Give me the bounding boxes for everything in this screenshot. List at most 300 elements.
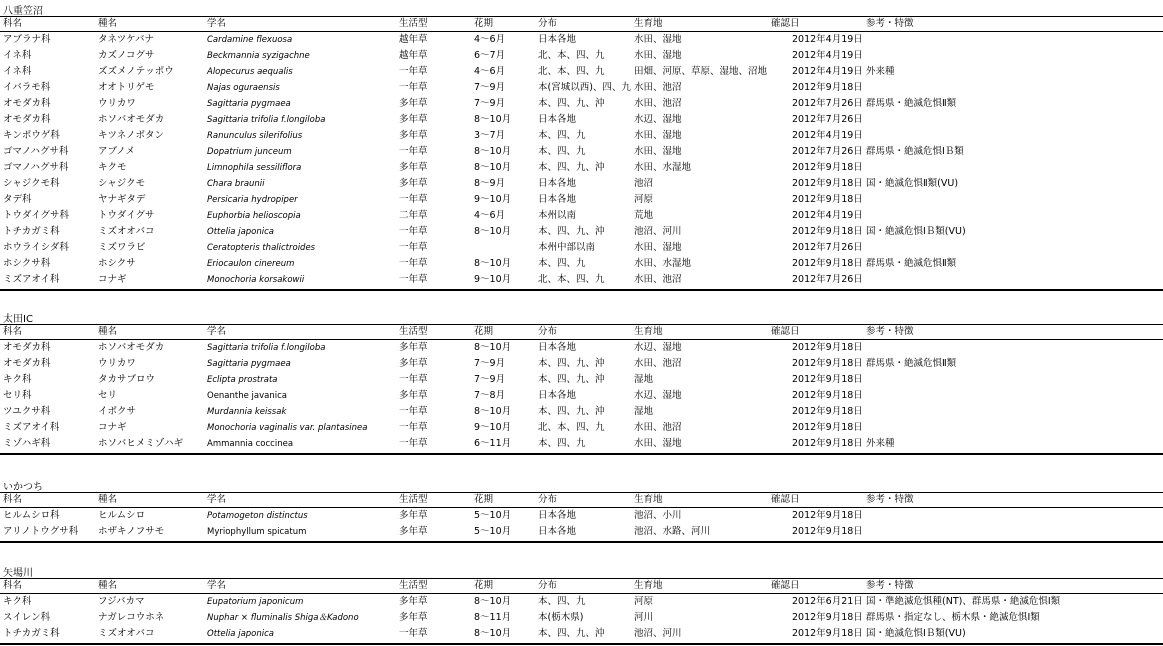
flowering-period-cell: 8〜10月: [474, 114, 512, 125]
life-form-cell: 一年草: [399, 66, 428, 77]
header-scientific-name: 学名: [207, 326, 227, 337]
flowering-period-cell: 4〜6月: [474, 66, 506, 77]
confirmed-date-cell: 2012年9月18日: [792, 510, 863, 521]
table-row: [0, 240, 1163, 256]
life-form-cell: 一年草: [399, 274, 428, 285]
confirmed-date-cell: 2012年9月18日: [792, 358, 863, 369]
confirmed-date-cell: 2012年9月18日: [792, 390, 863, 401]
table-row: [0, 256, 1163, 272]
flowering-period-cell: 4〜6月: [474, 210, 506, 221]
species-cell: ホソバヒメミゾハギ: [98, 438, 184, 449]
confirmed-date-cell: 2012年9月18日: [792, 628, 863, 639]
life-form-cell: 一年草: [399, 438, 428, 449]
distribution-cell: 本(宮城以西)、四、九: [538, 82, 631, 93]
habitat-cell: 水田、池沼: [634, 358, 682, 369]
note-cell: 外来種: [866, 66, 895, 77]
life-form-cell: 多年草: [399, 98, 428, 109]
species-cell: ホソバオモダカ: [98, 114, 165, 125]
confirmed-date-cell: 2012年7月26日: [792, 98, 863, 109]
flowering-period-cell: 7〜9月: [474, 358, 506, 369]
species-cell: ヤナギタデ: [98, 194, 146, 205]
family-cell: ミゾハギ科: [3, 438, 51, 449]
scientific-name-cell: Ottelia japonica: [207, 227, 275, 237]
scientific-name-cell: Eriocaulon cinereum: [207, 259, 295, 269]
family-cell: ミズアオイ科: [3, 274, 60, 285]
flowering-period-cell: 8〜10月: [474, 258, 512, 269]
species-cell: トウダイグサ: [98, 210, 155, 221]
header-confirmed-date: 確認日: [771, 494, 800, 505]
header-species: 種名: [98, 326, 118, 337]
habitat-cell: 水辺、湿地: [634, 114, 682, 125]
table-row: [0, 388, 1163, 404]
habitat-cell: 水田、湿地: [634, 50, 682, 61]
life-form-cell: 一年草: [399, 374, 428, 385]
flowering-period-cell: 8〜10月: [474, 162, 512, 173]
life-form-cell: 多年草: [399, 342, 428, 353]
table-row: [0, 112, 1163, 128]
distribution-cell: 本(栃木県): [538, 612, 584, 623]
header-life-form: 生活型: [399, 580, 428, 591]
flowering-period-cell: 3〜7月: [474, 130, 506, 141]
distribution-cell: 本、四、九、沖: [538, 98, 605, 109]
family-cell: アリノトウグサ科: [3, 526, 79, 537]
species-cell: タネツケバナ: [98, 34, 155, 45]
distribution-cell: 本州以南: [538, 210, 577, 221]
distribution-cell: 本、四、九: [538, 258, 586, 269]
family-cell: オモダカ科: [3, 98, 51, 109]
header-species: 種名: [98, 18, 118, 29]
flowering-period-cell: 8〜10月: [474, 628, 512, 639]
confirmed-date-cell: 2012年7月26日: [792, 114, 863, 125]
family-cell: ヒルムシロ科: [3, 510, 60, 521]
species-cell: シャジクモ: [98, 178, 146, 189]
scientific-name-cell: Sagittaria pygmaea: [207, 99, 291, 109]
life-form-cell: 一年草: [399, 406, 428, 417]
species-cell: ズズメノテッポウ: [98, 66, 174, 77]
table-row: [0, 128, 1163, 144]
header-top-rule: [0, 492, 1163, 493]
table-row: [0, 436, 1163, 452]
species-cell: オオトリゲモ: [98, 82, 155, 93]
distribution-cell: 日本各地: [538, 34, 577, 45]
scientific-name-cell: Murdannia keissak: [207, 407, 287, 417]
scientific-name-cell: Eupatorium japonicum: [207, 597, 304, 607]
confirmed-date-cell: 2012年9月18日: [792, 422, 863, 433]
header-habitat: 生育地: [634, 580, 663, 591]
section-title: 太田IC: [3, 314, 33, 325]
section-end-rule: [0, 453, 1163, 455]
species-cell: コナギ: [98, 274, 127, 285]
header-flowering-period: 花期: [474, 494, 494, 505]
note-cell: 国・絶滅危惧ⅠＢ類(VU): [866, 628, 966, 639]
scientific-name-cell: Sagittaria pygmaea: [207, 359, 291, 369]
header-flowering-period: 花期: [474, 580, 494, 591]
confirmed-date-cell: 2012年4月19日: [792, 66, 863, 77]
family-cell: イバラモ科: [3, 82, 51, 93]
habitat-cell: 水田、池沼: [634, 422, 682, 433]
header-distribution: 分布: [538, 494, 558, 505]
header-species: 種名: [98, 494, 118, 505]
header-distribution: 分布: [538, 18, 558, 29]
habitat-cell: 水田、湿地: [634, 438, 682, 449]
species-cell: ウリカワ: [98, 98, 136, 109]
scientific-name-cell: Monochoria korsakowii: [207, 275, 305, 285]
header-habitat: 生育地: [634, 494, 663, 505]
life-form-cell: 多年草: [399, 612, 428, 623]
table-row: [0, 610, 1163, 626]
species-cell: ミズワラビ: [98, 242, 146, 253]
habitat-cell: 池沼、小川: [634, 510, 682, 521]
life-form-cell: 多年草: [399, 162, 428, 173]
scientific-name-cell: Ceratopteris thalictroides: [207, 243, 316, 253]
species-cell: セリ: [98, 390, 118, 401]
species-cell: ウリカワ: [98, 358, 136, 369]
note-cell: 群馬県・絶滅危惧Ⅱ類: [866, 358, 957, 369]
distribution-cell: 日本各地: [538, 342, 577, 353]
flowering-period-cell: 8〜10月: [474, 146, 512, 157]
habitat-cell: 水田、水湿地: [634, 162, 692, 173]
family-cell: オモダカ科: [3, 358, 51, 369]
section-title: 八重笠沼: [3, 6, 43, 17]
flowering-period-cell: 8〜9月: [474, 178, 506, 189]
scientific-name-cell: Nuphar × fluminalis Shiga＆Kadono: [207, 613, 359, 623]
table-row: [0, 144, 1163, 160]
table-row: [0, 192, 1163, 208]
species-cell: コナギ: [98, 422, 127, 433]
header-scientific-name: 学名: [207, 18, 227, 29]
table-row: [0, 48, 1163, 64]
flowering-period-cell: 5〜10月: [474, 526, 512, 537]
header-life-form: 生活型: [399, 326, 428, 337]
scientific-name-cell: Potamogeton distinctus: [207, 511, 308, 521]
species-cell: アブノメ: [98, 146, 135, 157]
table-row: [0, 208, 1163, 224]
header-notes: 参考・特徴: [866, 326, 914, 337]
table-row: [0, 272, 1163, 288]
note-cell: 国・準絶滅危惧種(NT)、群馬県・絶滅危惧Ⅰ類: [866, 596, 1061, 607]
table-row: [0, 356, 1163, 372]
family-cell: スイレン科: [3, 612, 51, 623]
table-row: [0, 176, 1163, 192]
life-form-cell: 多年草: [399, 526, 428, 537]
header-family: 科名: [3, 326, 23, 337]
life-form-cell: 越年草: [399, 34, 428, 45]
confirmed-date-cell: 2012年4月19日: [792, 50, 863, 61]
confirmed-date-cell: 2012年9月18日: [792, 162, 863, 173]
habitat-cell: 荒地: [634, 210, 654, 221]
distribution-cell: 本、四、九: [538, 596, 586, 607]
flowering-period-cell: 8〜10月: [474, 406, 512, 417]
species-cell: ナガレコウホネ: [98, 612, 165, 623]
scientific-name-cell: Oenanthe javanica: [207, 391, 287, 401]
species-cell: ホソバオモダカ: [98, 342, 165, 353]
header-distribution: 分布: [538, 326, 558, 337]
table-row: [0, 594, 1163, 610]
life-form-cell: 多年草: [399, 390, 428, 401]
scientific-name-cell: Ranunculus silerifolius: [207, 131, 303, 141]
distribution-cell: 日本各地: [538, 114, 577, 125]
scientific-name-cell: Dopatrium junceum: [207, 147, 292, 157]
header-flowering-period: 花期: [474, 326, 494, 337]
flowering-period-cell: 8〜11月: [474, 612, 512, 623]
confirmed-date-cell: 2012年9月18日: [792, 406, 863, 417]
note-cell: 群馬県・絶滅危惧Ⅱ類: [866, 98, 957, 109]
section-end-rule: [0, 541, 1163, 543]
habitat-cell: 水田、池沼: [634, 98, 682, 109]
scientific-name-cell: Najas oguraensis: [207, 83, 280, 93]
note-cell: 外来種: [866, 438, 895, 449]
flowering-period-cell: 6〜7月: [474, 50, 506, 61]
confirmed-date-cell: 2012年9月18日: [792, 374, 863, 385]
flowering-period-cell: 7〜8月: [474, 390, 506, 401]
flowering-period-cell: 9〜10月: [474, 194, 512, 205]
species-cell: ホシクサ: [98, 258, 136, 269]
life-form-cell: 多年草: [399, 130, 428, 141]
table-row: [0, 508, 1163, 524]
life-form-cell: 一年草: [399, 82, 428, 93]
scientific-name-cell: Persicaria hydropiper: [207, 195, 298, 205]
section-end-rule: [0, 289, 1163, 291]
family-cell: ゴマノハグサ科: [3, 146, 69, 157]
confirmed-date-cell: 2012年7月26日: [792, 146, 863, 157]
distribution-cell: 本、四、九、沖: [538, 374, 605, 385]
header-distribution: 分布: [538, 580, 558, 591]
scientific-name-cell: Ammannia coccinea: [207, 439, 294, 449]
confirmed-date-cell: 2012年6月21日: [792, 596, 863, 607]
header-habitat: 生育地: [634, 326, 663, 337]
habitat-cell: 水田、湿地: [634, 146, 682, 157]
life-form-cell: 一年草: [399, 422, 428, 433]
family-cell: トチカガミ科: [3, 628, 60, 639]
family-cell: キンポウゲ科: [3, 130, 60, 141]
species-cell: キツネノボタン: [98, 130, 165, 141]
table-header-row: [0, 16, 1163, 32]
family-cell: イネ科: [3, 66, 32, 77]
habitat-cell: 水田、池沼: [634, 274, 682, 285]
header-notes: 参考・特徴: [866, 494, 914, 505]
confirmed-date-cell: 2012年4月19日: [792, 130, 863, 141]
life-form-cell: 一年草: [399, 194, 428, 205]
life-form-cell: 越年草: [399, 50, 428, 61]
distribution-cell: 本、四、九: [538, 130, 586, 141]
family-cell: タデ科: [3, 194, 32, 205]
header-confirmed-date: 確認日: [771, 326, 800, 337]
distribution-cell: 北、本、四、九: [538, 274, 605, 285]
header-life-form: 生活型: [399, 18, 428, 29]
header-notes: 参考・特徴: [866, 580, 914, 591]
section-end-rule: [0, 643, 1163, 645]
family-cell: オモダカ科: [3, 342, 51, 353]
table-row: [0, 340, 1163, 356]
confirmed-date-cell: 2012年7月26日: [792, 242, 863, 253]
distribution-cell: 本、四、九、沖: [538, 628, 605, 639]
life-form-cell: 一年草: [399, 628, 428, 639]
habitat-cell: 水田、池沼: [634, 82, 682, 93]
species-cell: ヒルムシロ: [98, 510, 146, 521]
scientific-name-cell: Monochoria vaginalis var. plantasinea: [207, 423, 368, 433]
distribution-cell: 本、四、九、沖: [538, 162, 605, 173]
species-cell: ミズオオバコ: [98, 628, 155, 639]
species-cell: イボクサ: [98, 406, 137, 417]
flowering-period-cell: 4〜6月: [474, 34, 506, 45]
table-header-row: [0, 492, 1163, 508]
confirmed-date-cell: 2012年9月18日: [792, 82, 863, 93]
table-row: [0, 32, 1163, 48]
family-cell: シャジクモ科: [3, 178, 60, 189]
habitat-cell: 水田、湿地: [634, 130, 682, 141]
family-cell: ミズアオイ科: [3, 422, 60, 433]
distribution-cell: 日本各地: [538, 390, 577, 401]
note-cell: 国・絶滅危惧Ⅱ類(VU): [866, 178, 959, 189]
note-cell: 群馬県・絶滅危惧Ⅱ類: [866, 258, 957, 269]
header-top-rule: [0, 324, 1163, 325]
life-form-cell: 多年草: [399, 358, 428, 369]
habitat-cell: 河原: [634, 596, 654, 607]
habitat-cell: 水田、湿地: [634, 242, 682, 253]
family-cell: ホシクサ科: [3, 258, 51, 269]
header-habitat: 生育地: [634, 18, 663, 29]
habitat-cell: 湿地: [634, 374, 654, 385]
habitat-cell: 水辺、湿地: [634, 342, 682, 353]
header-scientific-name: 学名: [207, 494, 227, 505]
header-scientific-name: 学名: [207, 580, 227, 591]
distribution-cell: 北、本、四、九: [538, 66, 605, 77]
confirmed-date-cell: 2012年9月18日: [792, 258, 863, 269]
habitat-cell: 池沼、河川: [634, 226, 682, 237]
distribution-cell: 本、四、九、沖: [538, 358, 605, 369]
table-row: [0, 224, 1163, 240]
family-cell: ゴマノハグサ科: [3, 162, 69, 173]
note-cell: 群馬県・絶滅危惧ⅠＢ類: [866, 146, 964, 157]
flowering-period-cell: 9〜10月: [474, 422, 512, 433]
scientific-name-cell: Cardamine flexuosa: [207, 35, 293, 45]
habitat-cell: 河原: [634, 194, 654, 205]
life-form-cell: 多年草: [399, 510, 428, 521]
family-cell: ツユクサ科: [3, 406, 51, 417]
scientific-name-cell: Sagittaria trifolia f.longiloba: [207, 343, 326, 353]
confirmed-date-cell: 2012年9月18日: [792, 178, 863, 189]
life-form-cell: 一年草: [399, 226, 428, 237]
habitat-cell: 水辺、湿地: [634, 390, 682, 401]
header-top-rule: [0, 16, 1163, 17]
note-cell: 群馬県・指定なし、栃木県・絶滅危惧Ⅰ類: [866, 612, 1040, 623]
life-form-cell: 多年草: [399, 114, 428, 125]
table-row: [0, 420, 1163, 436]
distribution-cell: 日本各地: [538, 178, 577, 189]
header-life-form: 生活型: [399, 494, 428, 505]
habitat-cell: 池沼、河川: [634, 628, 682, 639]
confirmed-date-cell: 2012年9月18日: [792, 342, 863, 353]
flowering-period-cell: 7〜9月: [474, 374, 506, 385]
family-cell: ホウライシダ科: [3, 242, 69, 253]
note-cell: 国・絶滅危惧ⅠＢ類(VU): [866, 226, 966, 237]
habitat-cell: 池沼: [634, 178, 654, 189]
flowering-period-cell: 6〜11月: [474, 438, 512, 449]
species-cell: タカサブロウ: [98, 374, 156, 385]
confirmed-date-cell: 2012年9月18日: [792, 226, 863, 237]
table-header-row: [0, 324, 1163, 340]
confirmed-date-cell: 2012年9月18日: [792, 612, 863, 623]
flowering-period-cell: 7〜9月: [474, 82, 506, 93]
table-row: [0, 64, 1163, 80]
distribution-cell: 本、四、九、沖: [538, 406, 605, 417]
scientific-name-cell: Alopecurus aequalis: [207, 67, 293, 77]
confirmed-date-cell: 2012年9月18日: [792, 194, 863, 205]
life-form-cell: 一年草: [399, 146, 428, 157]
habitat-cell: 湿地: [634, 406, 654, 417]
distribution-cell: 本、四、九: [538, 438, 586, 449]
scientific-name-cell: Chara braunii: [207, 179, 265, 189]
header-species: 種名: [98, 580, 118, 591]
life-form-cell: 多年草: [399, 596, 428, 607]
section-title: 矢場川: [3, 568, 33, 579]
confirmed-date-cell: 2012年4月19日: [792, 210, 863, 221]
table-row: [0, 80, 1163, 96]
species-cell: ミズオオバコ: [98, 226, 155, 237]
confirmed-date-cell: 2012年7月26日: [792, 274, 863, 285]
header-confirmed-date: 確認日: [771, 18, 800, 29]
table-row: [0, 404, 1163, 420]
scientific-name-cell: Limnophila sessiliflora: [207, 163, 302, 173]
header-flowering-period: 花期: [474, 18, 494, 29]
scientific-name-cell: Euphorbia helioscopia: [207, 211, 301, 221]
table-row: [0, 626, 1163, 642]
life-form-cell: 一年草: [399, 258, 428, 269]
habitat-cell: 水田、湿地: [634, 34, 682, 45]
header-top-rule: [0, 578, 1163, 579]
table-row: [0, 372, 1163, 388]
family-cell: イネ科: [3, 50, 32, 61]
family-cell: キク科: [3, 374, 32, 385]
flowering-period-cell: 8〜10月: [474, 226, 512, 237]
confirmed-date-cell: 2012年4月19日: [792, 34, 863, 45]
distribution-cell: 北、本、四、九: [538, 422, 605, 433]
family-cell: トウダイグサ科: [3, 210, 70, 221]
family-cell: キク科: [3, 596, 32, 607]
life-form-cell: 多年草: [399, 178, 428, 189]
flowering-period-cell: 5〜10月: [474, 510, 512, 521]
species-cell: ホザキノフサモ: [98, 526, 165, 537]
header-family: 科名: [3, 494, 23, 505]
family-cell: アブラナ科: [3, 34, 51, 45]
scientific-name-cell: Ottelia japonica: [207, 629, 275, 639]
distribution-cell: 日本各地: [538, 526, 577, 537]
distribution-cell: 北、本、四、九: [538, 50, 605, 61]
header-notes: 参考・特徴: [866, 18, 914, 29]
habitat-cell: 田畑、河原、草原、湿地、沼地: [634, 66, 768, 77]
scientific-name-cell: Beckmannia syzigachne: [207, 51, 310, 61]
scientific-name-cell: Eclipta prostrata: [207, 375, 278, 385]
header-confirmed-date: 確認日: [771, 580, 800, 591]
scientific-name-cell: Myriophyllum spicatum: [207, 527, 307, 537]
header-family: 科名: [3, 18, 23, 29]
habitat-cell: 池沼、水路、河川: [634, 526, 711, 537]
species-cell: キクモ: [98, 162, 127, 173]
habitat-cell: 河川: [634, 612, 654, 623]
table-row: [0, 160, 1163, 176]
distribution-cell: 本州中部以南: [538, 242, 596, 253]
table-row: [0, 524, 1163, 540]
family-cell: トチカガミ科: [3, 226, 60, 237]
life-form-cell: 一年草: [399, 242, 428, 253]
distribution-cell: 日本各地: [538, 510, 577, 521]
species-cell: フジバカマ: [98, 596, 145, 607]
species-cell: カズノコグサ: [98, 50, 155, 61]
life-form-cell: 二年草: [399, 210, 428, 221]
flowering-period-cell: 7〜9月: [474, 98, 506, 109]
distribution-cell: 日本各地: [538, 194, 577, 205]
section-title: いかつち: [3, 482, 43, 493]
